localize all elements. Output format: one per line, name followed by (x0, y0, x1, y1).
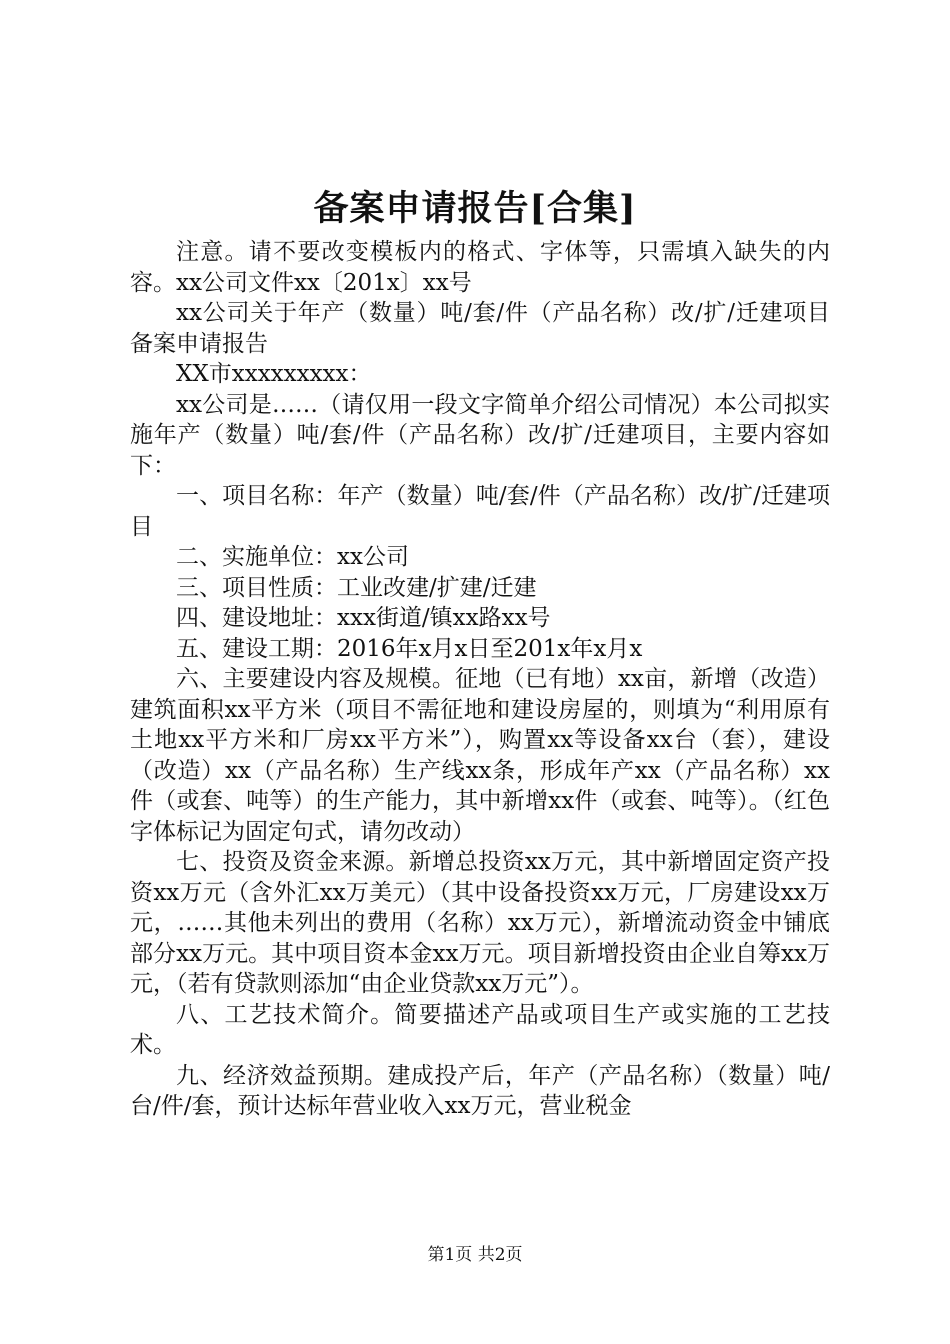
paragraph-economic-benefit: 九、经济效益预期。建成投产后，年产（产品名称）（数量）吨/台/件/套，预计达标年营业收入xx万元，营业税金 (130, 1062, 830, 1119)
paragraph-addressee: XX市xxxxxxxxx： (176, 361, 372, 387)
paragraph-investment: 七、投资及资金来源。新增总投资xx万元，其中新增固定资产投资xx万元（含外汇xx万美元）（其中设备投资xx万元，厂房建设xx万元，……其他未列出的费用（名称）xx万元），新增流动资金中铺底部分xx万元。其中项目资本金xx万元。项目新增投资由企业自筹xx万元，（若有贷款则添加“由企业贷款xx万元”）。 (130, 849, 830, 997)
paragraph-report-heading: xx公司关于年产（数量）吨/套/件（产品名称）改/扩/迁建项目备案申请报告 (130, 300, 830, 357)
paragraph-notice: 注意。请不要改变模板内的格式、字体等，只需填入缺失的内容。xx公司文件xx〔201x〕xx号 (130, 239, 830, 296)
document-body (130, 237, 830, 1122)
paragraph-construction-address: 四、建设地址：xxx街道/镇xx路xx号 (176, 605, 551, 631)
page-footer: 第1页 共2页 (427, 1245, 523, 1265)
paragraph-construction-period: 五、建设工期：2016年x月x日至201x年x月x (176, 635, 643, 662)
paragraph-implementing-unit: 二、实施单位：xx公司 (176, 544, 409, 570)
paragraph-project-nature: 三、项目性质：工业改建/扩建/迁建 (176, 574, 537, 601)
paragraph-company-intro: xx公司是……（请仅用一段文字简单介绍公司情况）本公司拟实施年产（数量）吨/套/件（产品名称）改/扩/迁建项目，主要内容如下： (130, 391, 830, 479)
paragraph-technology: 八、工艺技术简介。简要描述产品或项目生产或实施的工艺技术。 (130, 1001, 830, 1058)
document-title: 备案申请报告[合集] (313, 188, 637, 229)
paragraph-construction-scope: 六、主要建设内容及规模。征地（已有地）xx亩，新增（改造）建筑面积xx平方米（项目不需征地和建设房屋的，则填为“利用原有土地xx平方米和厂房xx平方米”），购置xx等设备xx台（套），建设（改造）xx（产品名称）生产线xx条，形成年产xx（产品名称）xx件（或套、吨等）的生产能力，其中新增xx件（或套、吨等）。（红色字体标记为固定句式，请勿改动） (130, 666, 830, 845)
paragraph-project-name: 一、项目名称：年产（数量）吨/套/件（产品名称）改/扩/迁建项目 (130, 483, 830, 540)
